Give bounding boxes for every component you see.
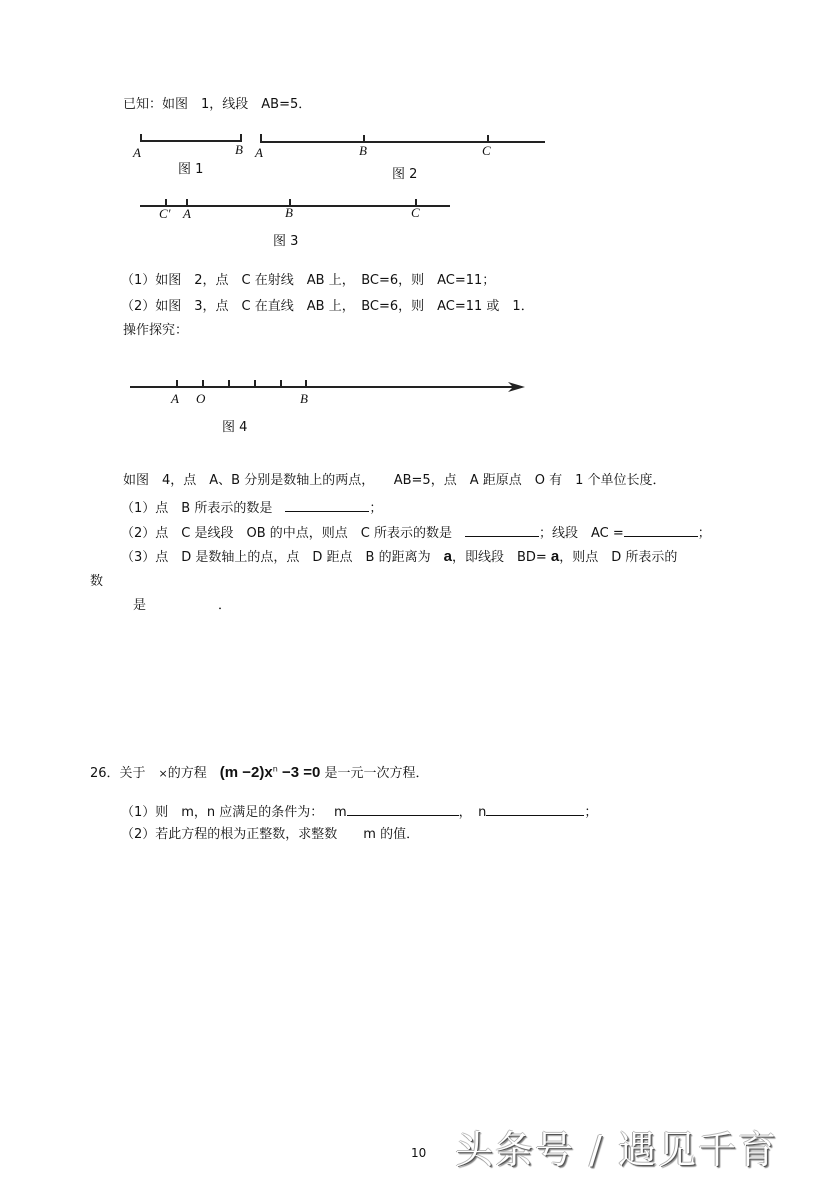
fig3-caption: 图 3 bbox=[273, 234, 299, 249]
q26-var-x: × bbox=[158, 767, 168, 780]
fig4-label-a: A bbox=[171, 391, 179, 406]
page-number: 10 bbox=[411, 1146, 427, 1160]
q25-p2-answer-blank-c[interactable] bbox=[465, 524, 539, 537]
q26-stem-text: 的方程 bbox=[167, 766, 220, 781]
fig1-label-b: B bbox=[235, 142, 243, 157]
q25-part1 bbox=[121, 499, 382, 517]
fig3-label-b: B bbox=[285, 205, 293, 220]
q25-p1-text: （1）点 B 所表示的数是 bbox=[121, 501, 286, 516]
q25-part3 bbox=[121, 549, 677, 566]
fig3-label-c-prime: C′ bbox=[159, 206, 171, 221]
q25-p2-end: ； bbox=[697, 526, 711, 541]
q26-stem-end: 是一元一次方程． bbox=[320, 766, 429, 781]
fig2-label-a: A bbox=[255, 145, 263, 160]
q26-part1 bbox=[121, 803, 597, 821]
fig1-label-a: A bbox=[133, 145, 141, 160]
q26-p1-text: （1）则 m，n 应满足的条件为： m bbox=[121, 805, 347, 820]
fig4-ticks bbox=[177, 380, 306, 387]
q26-stem bbox=[90, 765, 429, 782]
q25-p3-wrap: 数 bbox=[90, 574, 104, 589]
q26-part2: （2）若此方程的根为正整数，求整数 m 的值． bbox=[121, 827, 420, 842]
q26-number: 26．关于 bbox=[90, 766, 159, 781]
fig2-label-b: B bbox=[359, 143, 367, 158]
fig1-caption: 图 1 bbox=[178, 162, 204, 177]
fig2-ray bbox=[261, 134, 545, 142]
fig3-label-a: A bbox=[183, 206, 191, 221]
q26-exponent: n bbox=[272, 764, 278, 774]
q25-p3-var-a2: a bbox=[550, 548, 560, 565]
intro-text: 已知：如图 1，线段 AB=5． bbox=[123, 97, 312, 112]
q25-p2-text: （2）点 C 是线段 OB 的中点，则点 C 所表示的数是 bbox=[121, 526, 465, 541]
q25-p3-var-a: a bbox=[443, 548, 452, 565]
q25-p3-text-bd: ，即线段 BD= bbox=[451, 550, 551, 565]
q25-p2-text-ac: ；线段 AC = bbox=[538, 526, 624, 541]
q26-equation-rest: −3 =0 bbox=[277, 764, 321, 781]
q25-p3-text-end: ，则点 D 所表示的 bbox=[559, 550, 678, 565]
q25-p3-text: （3）点 D 是数轴上的点，点 D 距点 B 的距离为 bbox=[121, 550, 444, 565]
q26-p1-n: ， n bbox=[458, 805, 487, 820]
fig4-label-b: B bbox=[300, 391, 308, 406]
q26-equation: (m −2)x bbox=[219, 764, 273, 781]
fig2-label-c: C bbox=[482, 143, 491, 158]
fig3-label-c: C bbox=[411, 205, 420, 220]
fig4-caption: 图 4 bbox=[222, 420, 248, 435]
explore-heading: 操作探究： bbox=[123, 323, 189, 338]
q25-p1-answer-blank[interactable] bbox=[285, 499, 369, 512]
q25-p3-period: ． bbox=[218, 598, 232, 613]
example-2: （2）如图 3，点 C 在直线 AB 上， BC=6，则 AC=11 或 1． bbox=[121, 299, 534, 314]
q25-stem: 如图 4，点 A、B 分别是数轴上的两点， AB=5，点 A 距原点 O 有 1 个单位长度． bbox=[123, 473, 666, 488]
example-1: （1）如图 2，点 C 在射线 AB 上， BC=6，则 AC=11； bbox=[121, 273, 496, 288]
watermark: 头条号 / 遇见千育 bbox=[455, 1128, 778, 1172]
q25-p2-answer-blank-ac[interactable] bbox=[624, 524, 698, 537]
q25-p3-last-line bbox=[133, 598, 231, 614]
fig1-segment bbox=[141, 134, 241, 141]
fig2-caption: 图 2 bbox=[392, 167, 418, 182]
q25-part2 bbox=[121, 524, 711, 542]
fig4-label-o: O bbox=[196, 391, 206, 406]
q25-p3-shi: 是 bbox=[133, 598, 147, 613]
q26-m-blank[interactable] bbox=[347, 803, 459, 816]
q26-p1-end: ； bbox=[584, 805, 598, 820]
q25-p1-end: ； bbox=[369, 501, 383, 516]
q26-n-blank[interactable] bbox=[486, 803, 584, 816]
figures-1-3 bbox=[0, 0, 838, 460]
fig2-ticks bbox=[364, 135, 488, 142]
